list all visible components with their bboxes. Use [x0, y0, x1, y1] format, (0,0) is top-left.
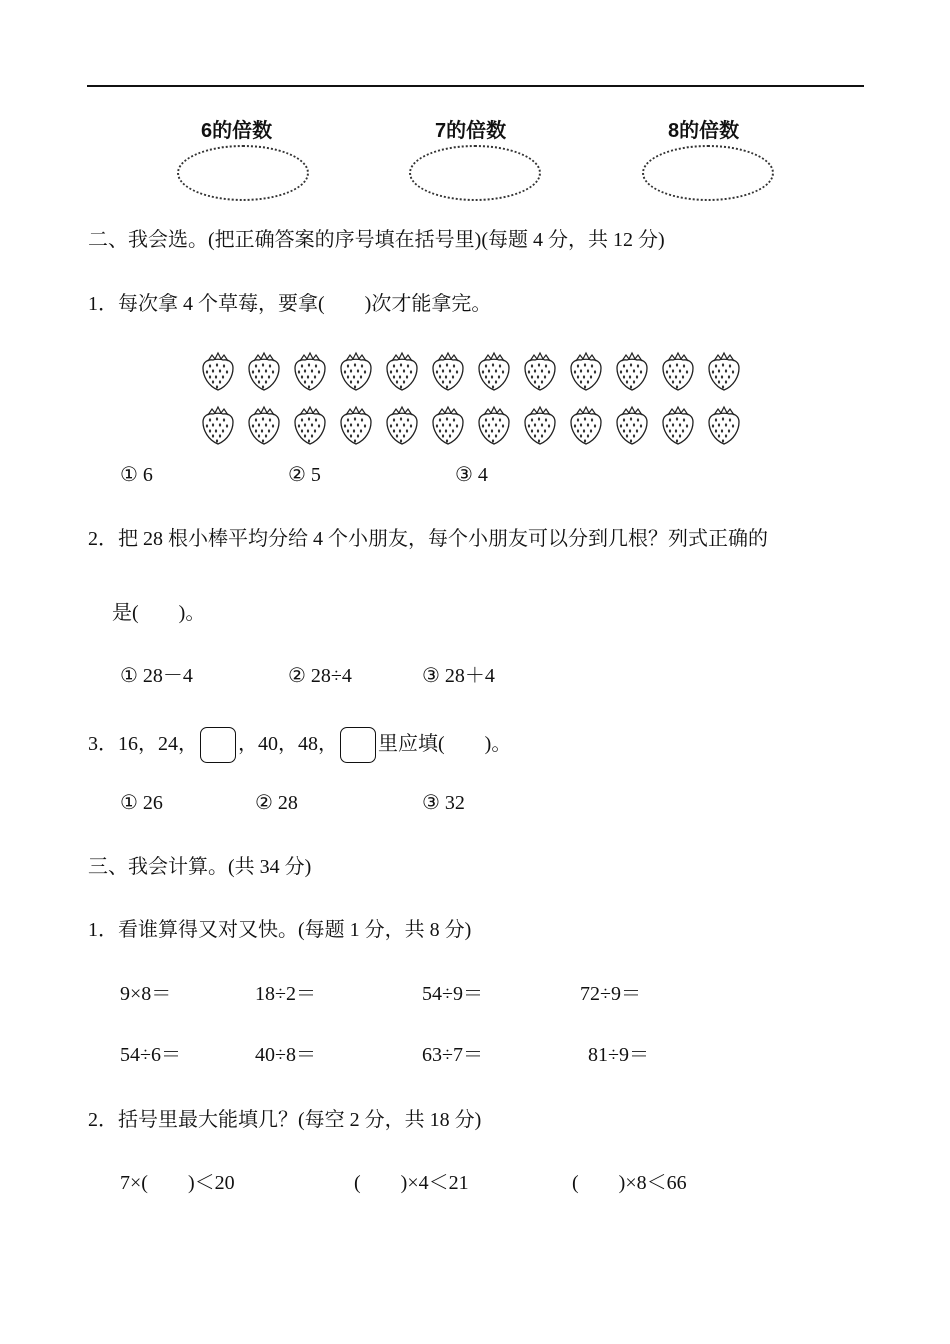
question-2-2-line2: 是( )。 — [112, 602, 206, 624]
calc-item: 81÷9＝ — [588, 1044, 649, 1066]
strawberry-icon — [614, 404, 650, 446]
category-label-8: 8的倍数 — [668, 120, 740, 142]
strawberry-icon — [200, 404, 236, 446]
strawberry-icon — [292, 350, 328, 392]
q2-3-option-2[interactable]: ② 28 — [255, 792, 298, 814]
blank-box-1[interactable] — [200, 727, 236, 763]
inequality-item[interactable]: ( )×4＜21 — [354, 1172, 469, 1194]
strawberry-icon — [476, 404, 512, 446]
strawberry-icon — [568, 350, 604, 392]
question-2-2-line1: 2．把 28 根小棒平均分给 4 个小朋友，每个小朋友可以分到几根？列式正确的 — [88, 528, 768, 550]
q2-3-part2: ，40，48， — [238, 733, 338, 755]
strawberry-row-1 — [200, 350, 742, 392]
answer-ellipse-6[interactable] — [177, 145, 309, 201]
calc-item: 18÷2＝ — [255, 983, 316, 1005]
strawberry-icon — [476, 350, 512, 392]
strawberry-icon — [430, 350, 466, 392]
section2-title: 二、我会选。(把正确答案的序号填在括号里)(每题 4 分，共 12 分) — [88, 229, 665, 251]
strawberry-icon — [522, 404, 558, 446]
strawberry-icon — [246, 350, 282, 392]
question-3-2: 2．括号里最大能填几？(每空 2 分，共 18 分) — [88, 1109, 482, 1131]
section3-title: 三、我会计算。(共 34 分) — [88, 856, 312, 878]
q2-3-part3: 里应填( )。 — [378, 733, 512, 755]
q2-2-option-1[interactable]: ① 28－4 — [120, 665, 193, 687]
top-rule — [87, 85, 864, 87]
q2-1-option-1[interactable]: ① 6 — [120, 464, 153, 486]
strawberry-icon — [660, 404, 696, 446]
strawberry-icon — [292, 404, 328, 446]
calc-item: 54÷9＝ — [422, 983, 483, 1005]
q2-3-part1: 3．16，24， — [88, 733, 198, 755]
strawberry-icon — [430, 404, 466, 446]
strawberry-icon — [338, 404, 374, 446]
strawberry-icon — [384, 404, 420, 446]
strawberry-icon — [384, 350, 420, 392]
strawberry-icon — [614, 350, 650, 392]
inequality-item[interactable]: 7×( )＜20 — [120, 1172, 235, 1194]
strawberry-icon — [338, 350, 374, 392]
strawberry-icon — [660, 350, 696, 392]
blank-box-2[interactable] — [340, 727, 376, 763]
q2-1-option-2[interactable]: ② 5 — [288, 464, 321, 486]
calc-item: 9×8＝ — [120, 983, 172, 1005]
strawberry-row-2 — [200, 404, 742, 446]
q2-3-option-3[interactable]: ③ 32 — [422, 792, 465, 814]
q2-2-option-2[interactable]: ② 28÷4 — [288, 665, 352, 687]
strawberry-icon — [246, 404, 282, 446]
inequality-item[interactable]: ( )×8＜66 — [572, 1172, 687, 1194]
answer-ellipse-8[interactable] — [642, 145, 774, 201]
strawberry-icon — [522, 350, 558, 392]
question-2-1: 1．每次拿 4 个草莓，要拿( )次才能拿完。 — [88, 293, 492, 315]
q2-2-option-3[interactable]: ③ 28＋4 — [422, 665, 495, 687]
strawberry-icon — [568, 404, 604, 446]
strawberry-icon — [200, 350, 236, 392]
answer-ellipse-7[interactable] — [409, 145, 541, 201]
category-label-6: 6的倍数 — [201, 120, 273, 142]
calc-item: 72÷9＝ — [580, 983, 641, 1005]
q2-1-option-3[interactable]: ③ 4 — [455, 464, 488, 486]
calc-item: 54÷6＝ — [120, 1044, 181, 1066]
category-label-7: 7的倍数 — [435, 120, 507, 142]
strawberry-icon — [706, 404, 742, 446]
question-3-1: 1．看谁算得又对又快。(每题 1 分，共 8 分) — [88, 919, 472, 941]
calc-item: 63÷7＝ — [422, 1044, 483, 1066]
question-2-3 — [88, 724, 511, 764]
calc-item: 40÷8＝ — [255, 1044, 316, 1066]
q2-3-option-1[interactable]: ① 26 — [120, 792, 163, 814]
strawberry-icon — [706, 350, 742, 392]
